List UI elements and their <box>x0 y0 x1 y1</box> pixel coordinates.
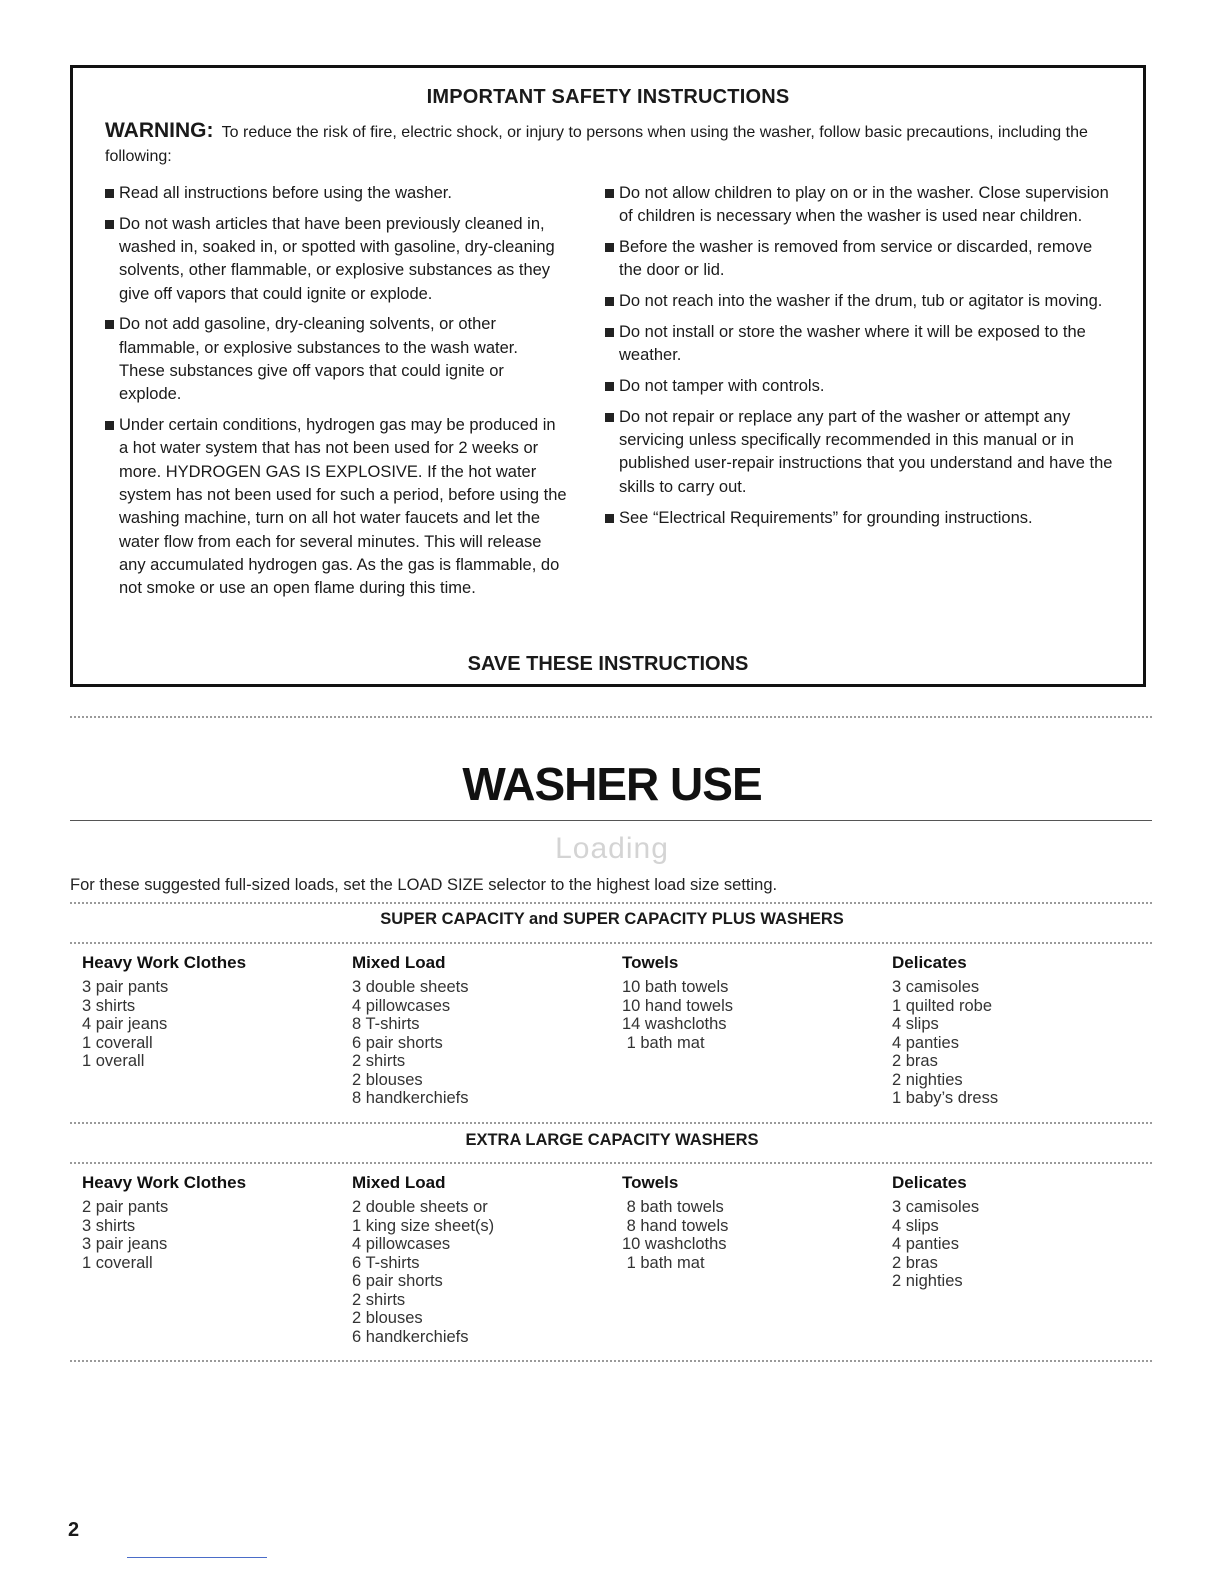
load-item: 2 double sheets or <box>352 1198 488 1216</box>
bullet-square-icon <box>105 189 114 198</box>
load-item: 2 shirts <box>352 1052 406 1070</box>
load-column-header: Towels <box>622 1173 679 1192</box>
load-item: 1 king size sheet(s) <box>352 1216 495 1235</box>
divider-solid <box>70 820 1152 821</box>
divider-dotted <box>70 716 1152 718</box>
divider-dotted <box>70 902 1152 904</box>
load-item: 2 nighties <box>892 1070 963 1089</box>
bullet-square-icon <box>605 413 614 422</box>
load-item: 1 bath mat <box>622 1033 705 1052</box>
load-item: 10 washcloths <box>622 1235 727 1253</box>
load-item: 4 slips <box>892 1015 939 1033</box>
bullet-square-icon <box>605 189 614 198</box>
safety-bullet <box>611 507 1116 530</box>
load-item: 1 coverall <box>82 1253 153 1272</box>
intro-text: For these suggested full-sized loads, set the LOAD SIZE selector to the highest load size setting. <box>70 876 778 894</box>
load-column <box>622 953 882 1052</box>
load-item: 3 double sheets <box>352 978 469 996</box>
safety-title: IMPORTANT SAFETY INSTRUCTIONS <box>426 86 790 108</box>
load-item: 1 bath mat <box>622 1253 705 1272</box>
safety-bullet-text: Before the washer is removed from service or discarded, remove the door or lid. <box>619 238 1093 280</box>
super-capacity-title: SUPER CAPACITY and SUPER CAPACITY PLUS WASHERS <box>380 910 844 928</box>
load-item: 10 bath towels <box>622 978 729 996</box>
bullet-square-icon <box>605 382 614 391</box>
load-column-header: Heavy Work Clothes <box>82 1173 247 1192</box>
load-column <box>82 953 342 1071</box>
divider-dotted <box>70 1162 1152 1164</box>
safety-bullet <box>611 321 1116 368</box>
load-item: 2 bras <box>892 1253 938 1272</box>
bullet-square-icon <box>605 297 614 306</box>
safety-bullet <box>611 236 1116 283</box>
load-item: 8 bath towels <box>622 1198 724 1216</box>
load-item: 4 panties <box>892 1235 959 1253</box>
load-item: 3 shirts <box>82 1216 136 1235</box>
load-item: 3 shirts <box>82 996 136 1015</box>
load-item: 4 pair jeans <box>82 1015 168 1033</box>
section-subheading: Loading <box>555 832 669 865</box>
divider-dotted <box>70 1122 1152 1124</box>
load-item: 2 shirts <box>352 1290 406 1309</box>
warning-paragraph <box>105 119 1103 169</box>
load-item: 2 nighties <box>892 1272 963 1290</box>
load-item: 3 camisoles <box>892 978 980 996</box>
bullet-square-icon <box>105 320 114 329</box>
load-item: 4 slips <box>892 1216 939 1235</box>
load-column-header: Heavy Work Clothes <box>82 953 247 972</box>
load-item: 4 pillowcases <box>352 1235 451 1253</box>
bullet-square-icon <box>105 220 114 229</box>
load-item: 6 handkerchiefs <box>352 1327 469 1346</box>
load-column-header: Mixed Load <box>352 953 446 972</box>
bullet-square-icon <box>605 243 614 252</box>
safety-left-column <box>111 182 567 608</box>
load-item: 2 bras <box>892 1052 938 1070</box>
safety-bullet <box>111 313 567 406</box>
load-column <box>352 953 612 1108</box>
safety-bullet-text: Do not repair or replace any part of the washer or attempt any servicing unless specifically recommended in this manual or in published user-repair instructions that you understand and have the skills to carry out. <box>619 407 1113 496</box>
load-column-header: Delicates <box>892 953 967 972</box>
load-column-header: Mixed Load <box>352 1173 446 1192</box>
load-item: 14 washcloths <box>622 1015 727 1033</box>
save-instructions-text: SAVE THESE INSTRUCTIONS <box>467 653 749 675</box>
page-title: WASHER USE <box>462 758 762 810</box>
load-column <box>622 1173 882 1272</box>
safety-bullet-text: Read all instructions before using the washer. <box>119 184 452 202</box>
safety-bullet <box>611 182 1116 229</box>
safety-bullet <box>611 375 1116 398</box>
load-item: 1 baby’s dress <box>892 1089 999 1107</box>
load-item: 2 blouses <box>352 1070 423 1089</box>
safety-bullet <box>611 290 1116 313</box>
load-item: 8 T-shirts <box>352 1015 420 1033</box>
load-item: 6 pair shorts <box>352 1033 443 1052</box>
safety-bullet-text: Do not install or store the washer where it will be exposed to the weather. <box>619 322 1086 365</box>
load-item: 2 blouses <box>352 1309 423 1327</box>
safety-bullet-text: Do not add gasoline, dry-cleaning solvents, or other flammable, or explosive substances to the wash water. These substances give off vapors that could ignite or explode. <box>119 315 518 404</box>
warning-label: WARNING: <box>105 119 214 142</box>
safety-bullet <box>111 213 567 306</box>
load-item: 2 pair pants <box>82 1198 169 1216</box>
safety-bullet <box>611 406 1116 499</box>
load-item: 3 pair jeans <box>82 1235 168 1253</box>
load-item: 1 overall <box>82 1052 145 1070</box>
safety-bullet <box>111 414 567 600</box>
bullet-square-icon <box>605 328 614 337</box>
load-column <box>892 953 1152 1108</box>
load-item: 10 hand towels <box>622 996 733 1015</box>
load-column <box>892 1173 1152 1291</box>
load-column <box>352 1173 612 1346</box>
safety-bullet-text: Do not wash articles that have been previously cleaned in, washed in, soaked in, or spotted with gasoline, dry-cleaning solvents, other flammable, or explosive substances as they give off vapors that could ignite or explode. <box>119 214 555 303</box>
safety-bullet <box>111 182 567 205</box>
extra-large-capacity-title: EXTRA LARGE CAPACITY WASHERS <box>465 1131 759 1149</box>
load-column-header: Towels <box>622 953 679 972</box>
load-item: 6 T-shirts <box>352 1253 420 1272</box>
load-column-header: Delicates <box>892 1173 967 1192</box>
bullet-square-icon <box>105 421 114 430</box>
load-item: 3 camisoles <box>892 1198 980 1216</box>
load-item: 1 quilted robe <box>892 996 992 1015</box>
bullet-square-icon <box>605 514 614 523</box>
safety-instructions-box <box>70 65 1146 687</box>
footer-line <box>127 1557 267 1558</box>
load-item: 4 panties <box>892 1033 959 1052</box>
load-item: 6 pair shorts <box>352 1272 443 1290</box>
warning-text: To reduce the risk of fire, electric shock, or injury to persons when using the washer, follow basic precautions, including the following: <box>105 124 1088 165</box>
safety-bullet-text: Do not tamper with controls. <box>619 377 825 396</box>
load-column <box>82 1173 342 1272</box>
safety-right-column <box>611 182 1116 537</box>
divider-dotted <box>70 1360 1152 1362</box>
safety-bullet-text: Under certain conditions, hydrogen gas may be produced in a hot water system that has not been used for 2 weeks or more. HYDROGEN GAS IS EXPLOSIVE. If the hot water system has not been used for such a period, before using the washing machine, turn on all hot water faucets and let the water flow from each for several minutes. This will release any accumulated hydrogen gas. As the gas is flammable, do not smoke or use an open flame during this time. <box>119 416 567 598</box>
safety-bullet-text: See “Electrical Requirements” for grounding instructions. <box>619 508 1033 527</box>
load-item: 4 pillowcases <box>352 996 451 1015</box>
load-item: 3 pair pants <box>82 978 169 996</box>
load-item: 1 coverall <box>82 1033 153 1052</box>
safety-bullet-text: Do not reach into the washer if the drum, tub or agitator is moving. <box>619 292 1103 311</box>
divider-dotted <box>70 942 1152 944</box>
load-item: 8 handkerchiefs <box>352 1089 469 1107</box>
load-item: 8 hand towels <box>622 1216 729 1235</box>
safety-bullet-text: Do not allow children to play on or in the washer. Close supervision of children is necessary when the washer is used near children. <box>619 184 1109 226</box>
page-number: 2 <box>68 1519 80 1541</box>
